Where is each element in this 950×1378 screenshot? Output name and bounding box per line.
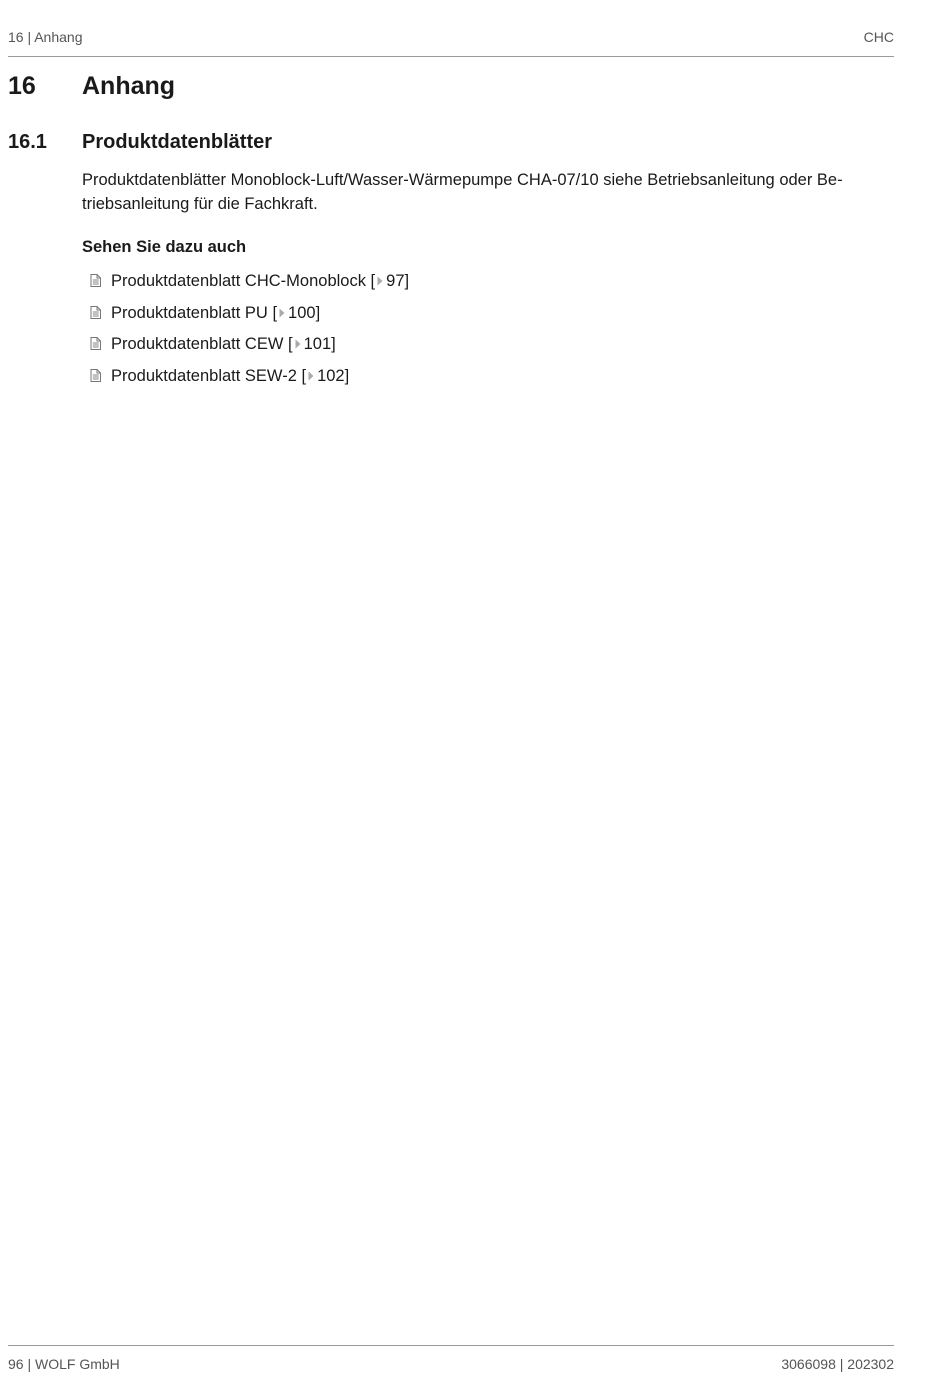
link-page: 102 [317,366,345,385]
link-label: Produktdatenblatt PU [111,303,268,322]
link-label: Produktdatenblatt SEW-2 [111,366,297,385]
link-label: Produktdatenblatt CHC-Monoblock [111,272,366,290]
see-also-link[interactable]: Produktdatenblatt CHC-Monoblock [ 97] [90,268,409,300]
link-page: 101 [303,335,332,353]
header-product-label: CHC [863,29,894,45]
chapter-number: 16 [8,72,36,100]
document-icon [90,337,101,350]
page-footer [8,1345,894,1376]
chapter-title: Anhang [82,72,176,100]
body-paragraph: Produktdatenblätter Monoblock-Luft/Wasser-Wärmepumpe CHA-07/10 siehe Betriebsanleitung oder Betriebsanleitung für die Fachkraft. [82,171,843,213]
section-title: Produktdatenblätter [82,131,273,153]
triangle-right-icon [295,339,301,349]
see-also-link[interactable]: Produktdatenblatt SEW-2 [ 102] [90,363,409,395]
see-also-link[interactable]: Produktdatenblatt PU [ 100] [90,300,409,332]
footer-page-company: 96 | WOLF GmbH [8,1356,120,1372]
link-page: 100 [288,303,316,322]
footer-doc-number: 3066098 | 202302 [781,1356,894,1372]
document-icon [90,369,101,382]
link-label: Produktdatenblatt CEW [111,335,284,353]
page-header [8,28,894,57]
section-number: 16.1 [8,131,47,153]
link-page: 97 [386,272,405,290]
see-also-list [90,268,409,394]
document-icon [90,306,101,319]
triangle-right-icon [279,308,285,318]
triangle-right-icon [308,371,314,381]
header-chapter-label: 16 | Anhang [8,29,83,45]
triangle-right-icon [377,276,383,286]
see-also-heading: Sehen Sie dazu auch [82,238,247,256]
see-also-link[interactable]: Produktdatenblatt CEW [ 101] [90,331,409,363]
document-icon [90,274,101,287]
